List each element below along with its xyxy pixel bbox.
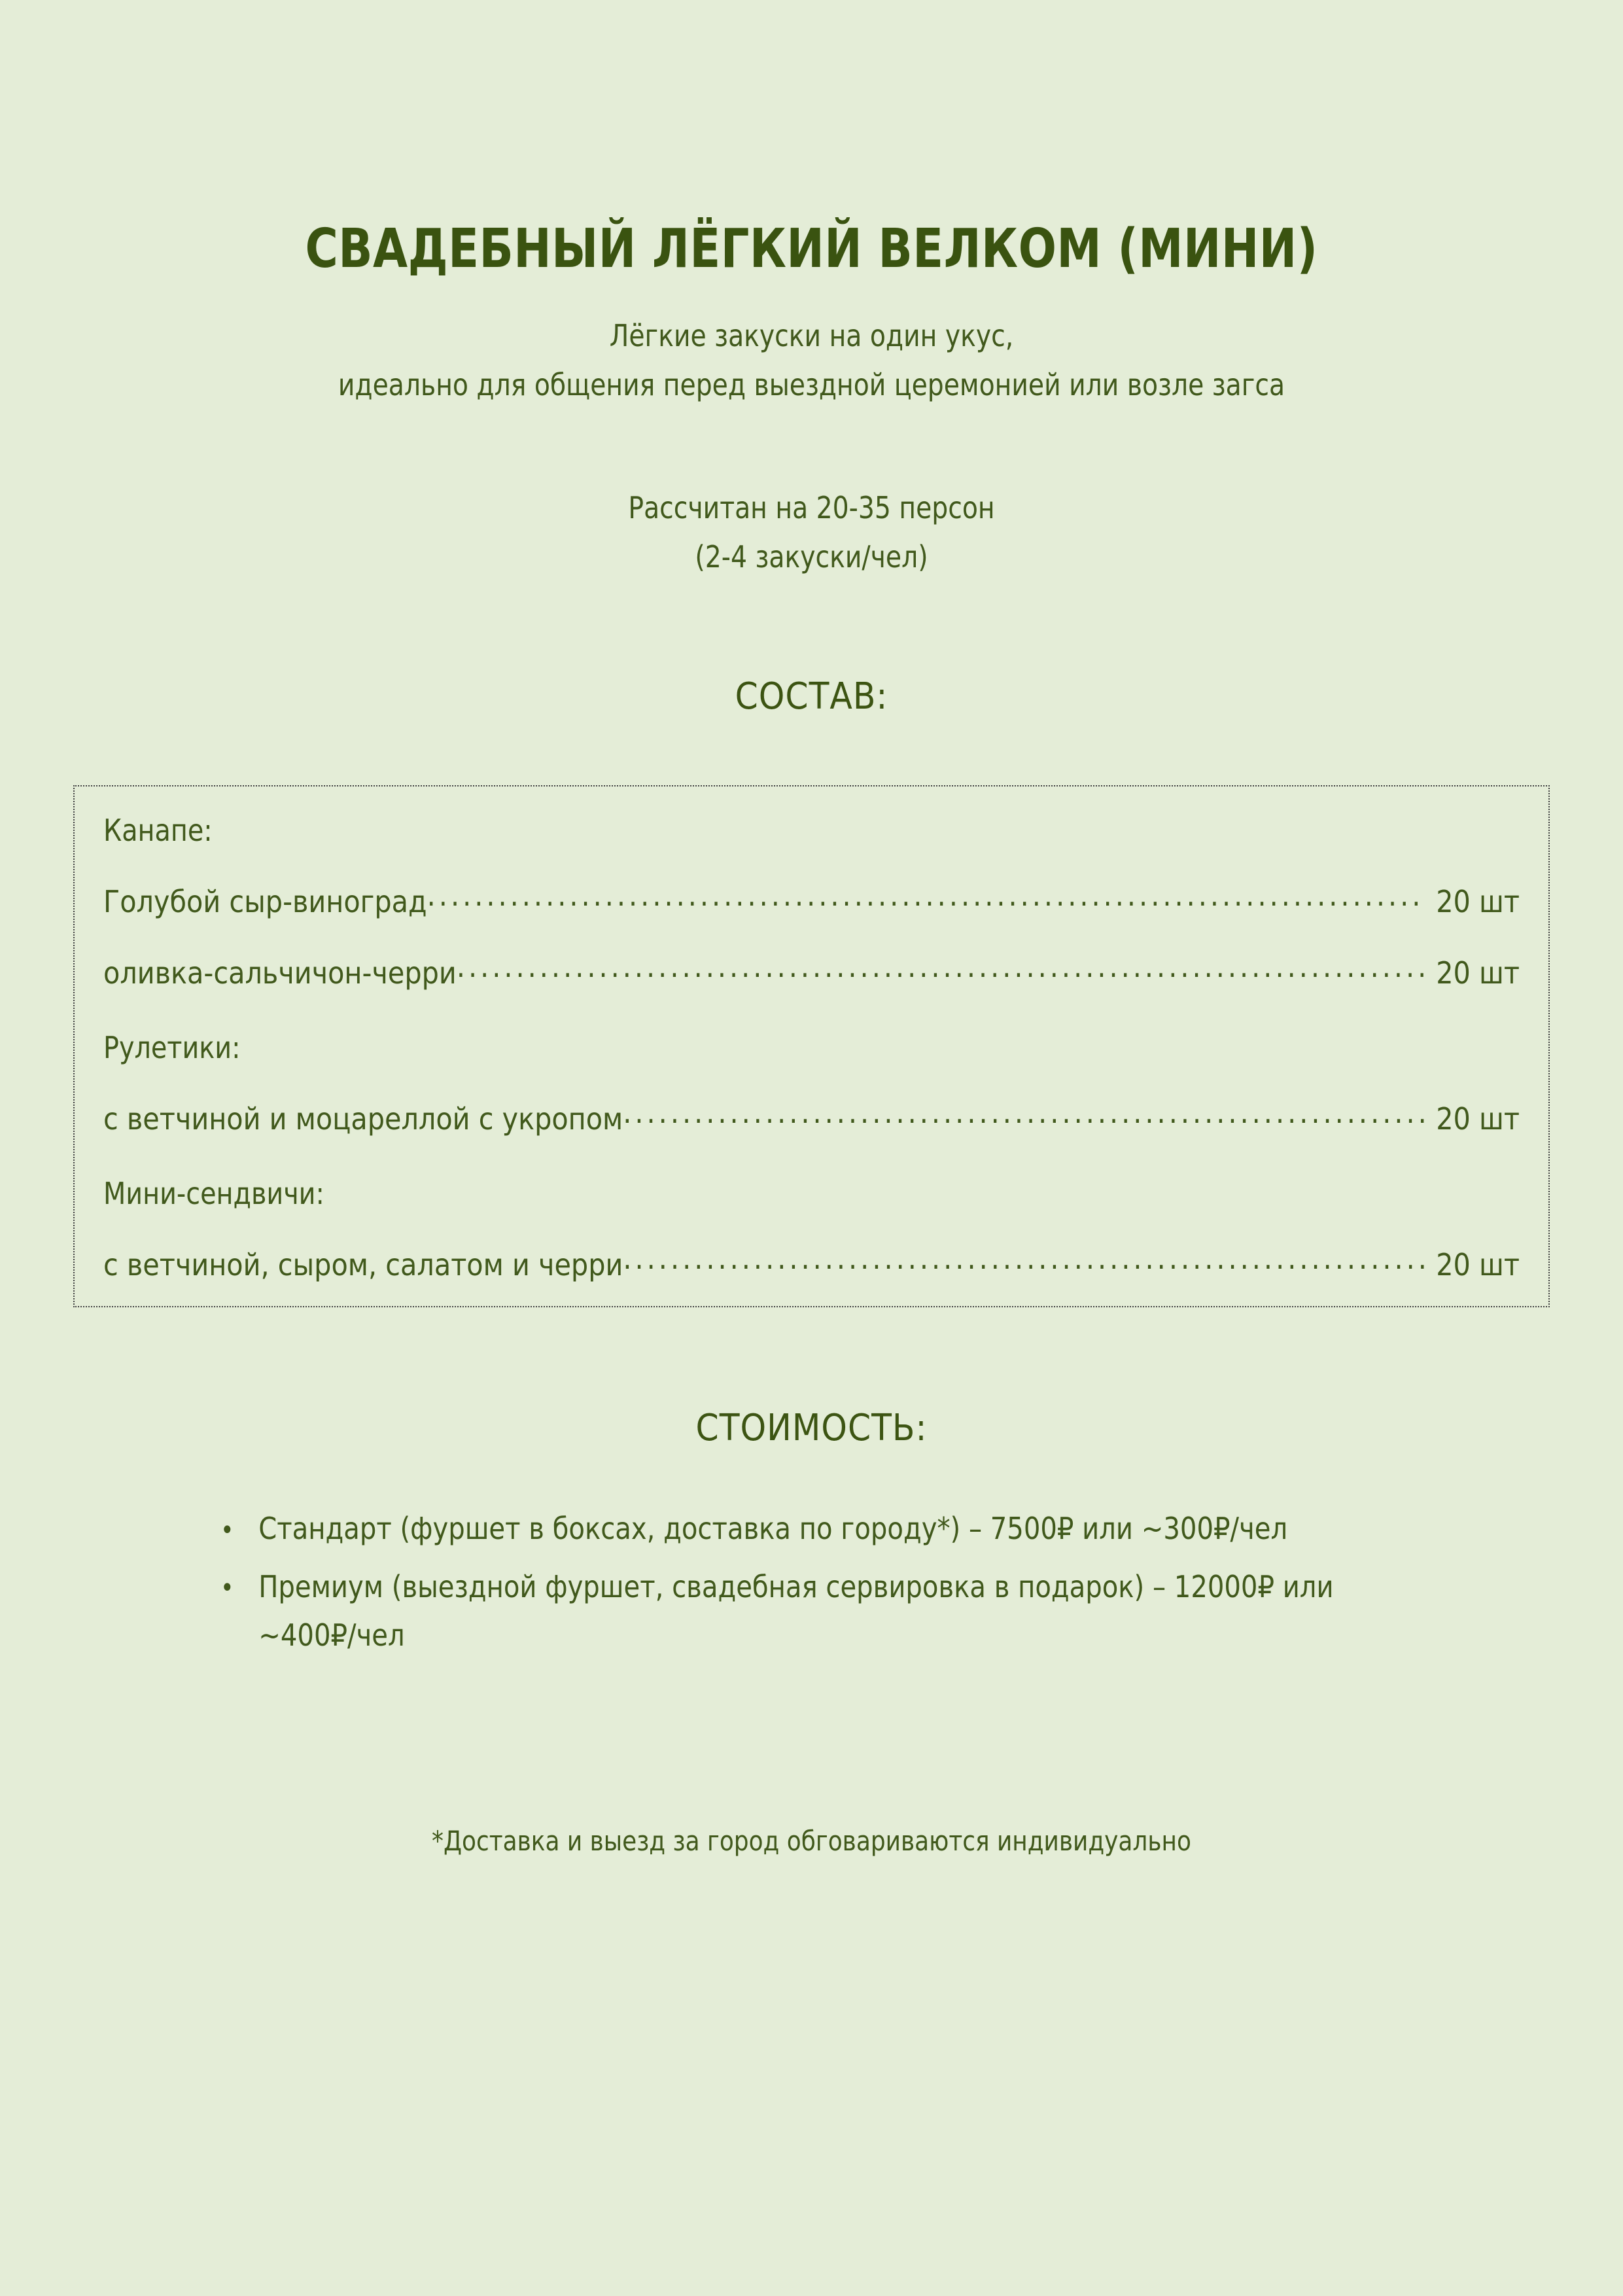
menu-group-kanape bbox=[103, 812, 1520, 991]
servings-info bbox=[110, 409, 1512, 581]
menu-item-name: Голубой сыр-виноград bbox=[103, 883, 427, 919]
menu-item-qty: 20 шт bbox=[1436, 883, 1520, 919]
composition-heading: СОСТАВ: bbox=[735, 675, 888, 718]
pricing-item-text: Стандарт (фуршет в боксах, доставка по городу*) – 7500₽ или ~300₽/чел bbox=[258, 1511, 1288, 1547]
bullet-icon: • bbox=[220, 1515, 234, 1545]
footnote: *Доставка и выезд за город обговариваются индивидуально bbox=[432, 1824, 1191, 1857]
menu-item-row bbox=[103, 953, 1520, 991]
servings-per-person: (2-4 закуски/чел) bbox=[695, 539, 928, 574]
menu-item-name: с ветчиной и моцареллой с укропом bbox=[103, 1101, 623, 1137]
menu-group-mini-sandwiches bbox=[103, 1175, 1520, 1282]
composition-box bbox=[73, 785, 1550, 1307]
menu-item-qty: 20 шт bbox=[1436, 1246, 1520, 1282]
dot-leader bbox=[623, 1245, 1425, 1275]
menu-group-ruletiki bbox=[103, 1029, 1520, 1137]
pricing-item-text: Премиум (выездной фуршет, свадебная сервировка в подарок) – 12000₽ или ~400₽/чел bbox=[258, 1568, 1334, 1653]
menu-item-name: оливка-сальчичон-черри bbox=[103, 955, 457, 991]
menu-item-row bbox=[103, 1245, 1520, 1280]
dot-leader bbox=[457, 953, 1425, 983]
dot-leader bbox=[623, 1099, 1425, 1129]
subtitle bbox=[110, 277, 1512, 409]
menu-item-row bbox=[103, 882, 1520, 917]
pricing-list bbox=[73, 1448, 1550, 1660]
subtitle-line-1: Лёгкие закуски на один укус, bbox=[609, 318, 1014, 354]
menu-group-title: Мини-сендвичи: bbox=[103, 1175, 324, 1211]
pricing-item-premium bbox=[73, 1563, 1505, 1660]
dot-leader bbox=[427, 882, 1426, 912]
page-title: СВАДЕБНЫЙ ЛЁГКИЙ ВЕЛКОМ (МИНИ) bbox=[305, 218, 1318, 280]
menu-group-title: Рулетики: bbox=[103, 1029, 241, 1065]
menu-item-qty: 20 шт bbox=[1436, 955, 1520, 991]
pricing-item-standard bbox=[73, 1504, 1505, 1553]
menu-item-name: с ветчиной, сыром, салатом и черри bbox=[103, 1246, 623, 1282]
bullet-icon: • bbox=[220, 1573, 234, 1604]
menu-item-row bbox=[103, 1099, 1520, 1137]
pricing-heading: СТОИМОСТЬ: bbox=[695, 1406, 928, 1449]
menu-group-title: Канапе: bbox=[103, 812, 213, 848]
menu-item-qty: 20 шт bbox=[1436, 1101, 1520, 1137]
servings-persons: Рассчитан на 20-35 персон bbox=[628, 490, 995, 526]
subtitle-line-2: идеально для общения перед выездной церемонией или возле загса bbox=[338, 366, 1285, 402]
